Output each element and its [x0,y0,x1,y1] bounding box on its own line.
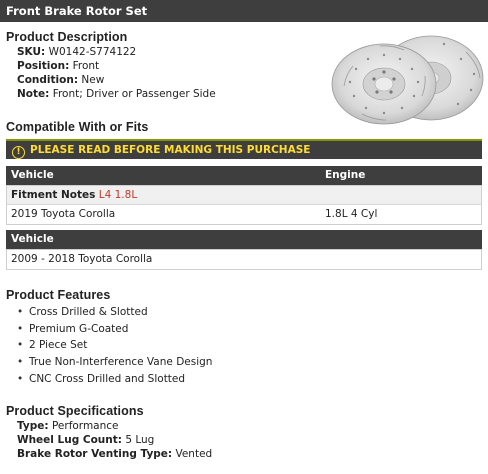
compatibility-heading: Compatible With or Fits [6,120,149,134]
table-row [7,205,481,224]
venting-type-field [17,448,212,460]
engine-column-header: Engine [325,169,366,181]
note-value: Front; Driver or Passenger Side [52,88,216,100]
engine-cell: 1.8L 4 Cyl [325,208,378,220]
position-field [17,60,99,72]
fitment-notes-row [7,186,481,205]
lug-count-field [17,434,154,446]
type-value: Performance [51,420,119,432]
sku-label: SKU: [17,46,46,58]
sku-value: W0142-S774122 [48,46,137,58]
position-label: Position: [17,60,70,72]
fitment-table-header [6,166,482,185]
sku-field [17,46,136,58]
description-heading: Product Description [6,30,128,44]
vehicle-cell: 2009 - 2018 Toyota Corolla [11,253,153,265]
type-label: Type: [17,420,49,432]
specifications-heading: Product Specifications [6,404,144,418]
vehicle-column-header: Vehicle [11,169,54,181]
vehicle-table-body [6,249,482,270]
fitment-notes-label: Fitment Notes [11,189,96,201]
table-row [7,250,481,269]
features-heading: Product Features [6,288,111,302]
list-item: • CNC Cross Drilled and Slotted [17,373,212,390]
purchase-warning-banner[interactable] [6,139,482,159]
vehicle-column-header-2: Vehicle [11,233,54,245]
note-label: Note: [17,88,50,100]
position-value: Front [72,60,100,72]
note-field [17,88,216,100]
features-list [17,306,212,389]
exclamation-circle-icon: ! [12,146,25,159]
list-item: • 2 Piece Set [17,339,212,356]
fitment-table-body [6,185,482,225]
list-item: • Premium G-Coated [17,323,212,340]
warning-text: PLEASE READ BEFORE MAKING THIS PURCHASE [30,144,311,156]
type-field [17,420,119,432]
venting-type-label: Brake Rotor Venting Type: [17,448,173,460]
page-title: Front Brake Rotor Set [0,0,488,22]
condition-label: Condition: [17,74,79,86]
fitment-notes-value: L4 1.8L [98,189,138,201]
lug-count-value: 5 Lug [125,434,155,446]
brake-rotor-pair-image [326,34,486,126]
condition-field [17,74,104,86]
venting-type-value: Vented [175,448,213,460]
vehicle-table-header [6,230,482,249]
list-item: • Cross Drilled & Slotted [17,306,212,323]
vehicle-cell: 2019 Toyota Corolla [11,208,116,220]
condition-value: New [81,74,105,86]
list-item: • True Non-Interference Vane Design [17,356,212,373]
lug-count-label: Wheel Lug Count: [17,434,122,446]
fitment-notes [11,189,137,201]
